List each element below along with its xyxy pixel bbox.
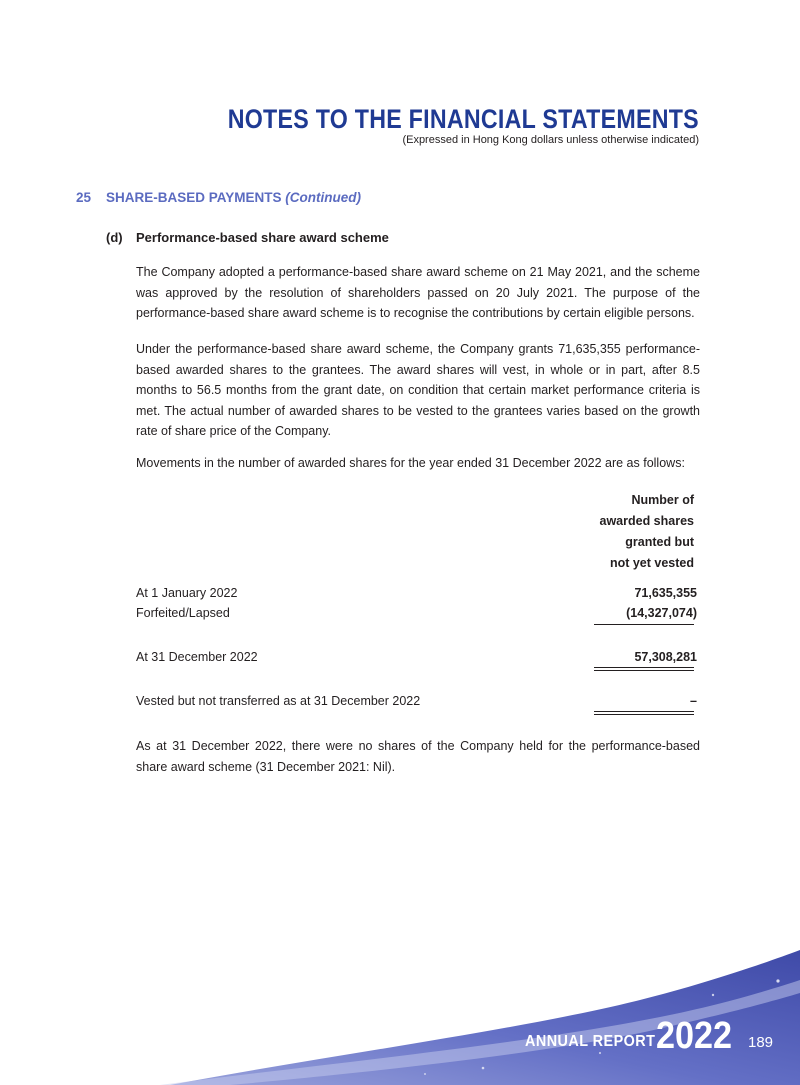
- column-header-line: not yet vested: [609, 556, 694, 570]
- page-number: 189: [748, 1034, 774, 1051]
- page-subtitle: (Expressed in Hong Kong dollars unless otherwise indicated): [402, 134, 699, 146]
- table-row-label: At 1 January 2022: [136, 586, 238, 600]
- section-number: 25: [76, 190, 92, 205]
- subsection-title: Performance-based share award scheme: [136, 230, 389, 245]
- section-continued: (Continued): [285, 190, 362, 205]
- column-header-line: granted but: [625, 535, 694, 549]
- paragraph-movements-intro: Movements in the number of awarded shares for the year ended 31 December 2022 are as follows:: [136, 456, 685, 470]
- footer-year: 2022: [656, 1015, 733, 1057]
- table-row-value: (14,327,074): [626, 606, 697, 620]
- section-heading: [76, 190, 361, 205]
- table-row-label: At 31 December 2022: [136, 650, 258, 664]
- subsection-heading: [106, 230, 389, 245]
- column-header-line: Number of: [631, 493, 694, 507]
- table-row-label: Vested but not transferred as at 31 December 2022: [136, 694, 421, 708]
- table-row-value: –: [690, 694, 697, 708]
- column-header-line: awarded shares: [599, 514, 694, 528]
- table-row-label: Forfeited/Lapsed: [136, 606, 230, 620]
- subsection-letter: (d): [106, 230, 123, 245]
- table-column-header: [534, 490, 694, 574]
- section-title: SHARE-BASED PAYMENTS: [106, 190, 282, 205]
- paragraph-scheme-grants: Under the performance-based share award scheme, the Company grants 71,635,355 performance-based awarded shares to the grantees. The award shares will vest, in whole or in part, after 8.5 months to 56.5 months from the grant date, on condition that certain market performance criteria is met. The actual number of awarded shares to be vested to the grantees varies based on the growth rate of share price of the Company.: [136, 342, 700, 438]
- footer-annual-report: ANNUAL REPORT: [525, 1033, 656, 1050]
- subtotal-rule: [594, 624, 694, 625]
- paragraph-shares-held: As at 31 December 2022, there were no shares of the Company held for the performance-based share award scheme (31 December 2021: Nil).: [136, 739, 700, 774]
- total-double-rule: [594, 711, 694, 715]
- paragraph-scheme-adoption: The Company adopted a performance-based share award scheme on 21 May 2021, and the scheme was approved by the resolution of shareholders passed on 20 July 2021. The purpose of the performance-based share award scheme is to recognise the contributions by certain eligible persons.: [136, 265, 700, 320]
- total-double-rule: [594, 667, 694, 671]
- table-row-value: 71,635,355: [634, 586, 697, 600]
- table-row-value: 57,308,281: [634, 650, 697, 664]
- page-title: NOTES TO THE FINANCIAL STATEMENTS: [227, 104, 699, 134]
